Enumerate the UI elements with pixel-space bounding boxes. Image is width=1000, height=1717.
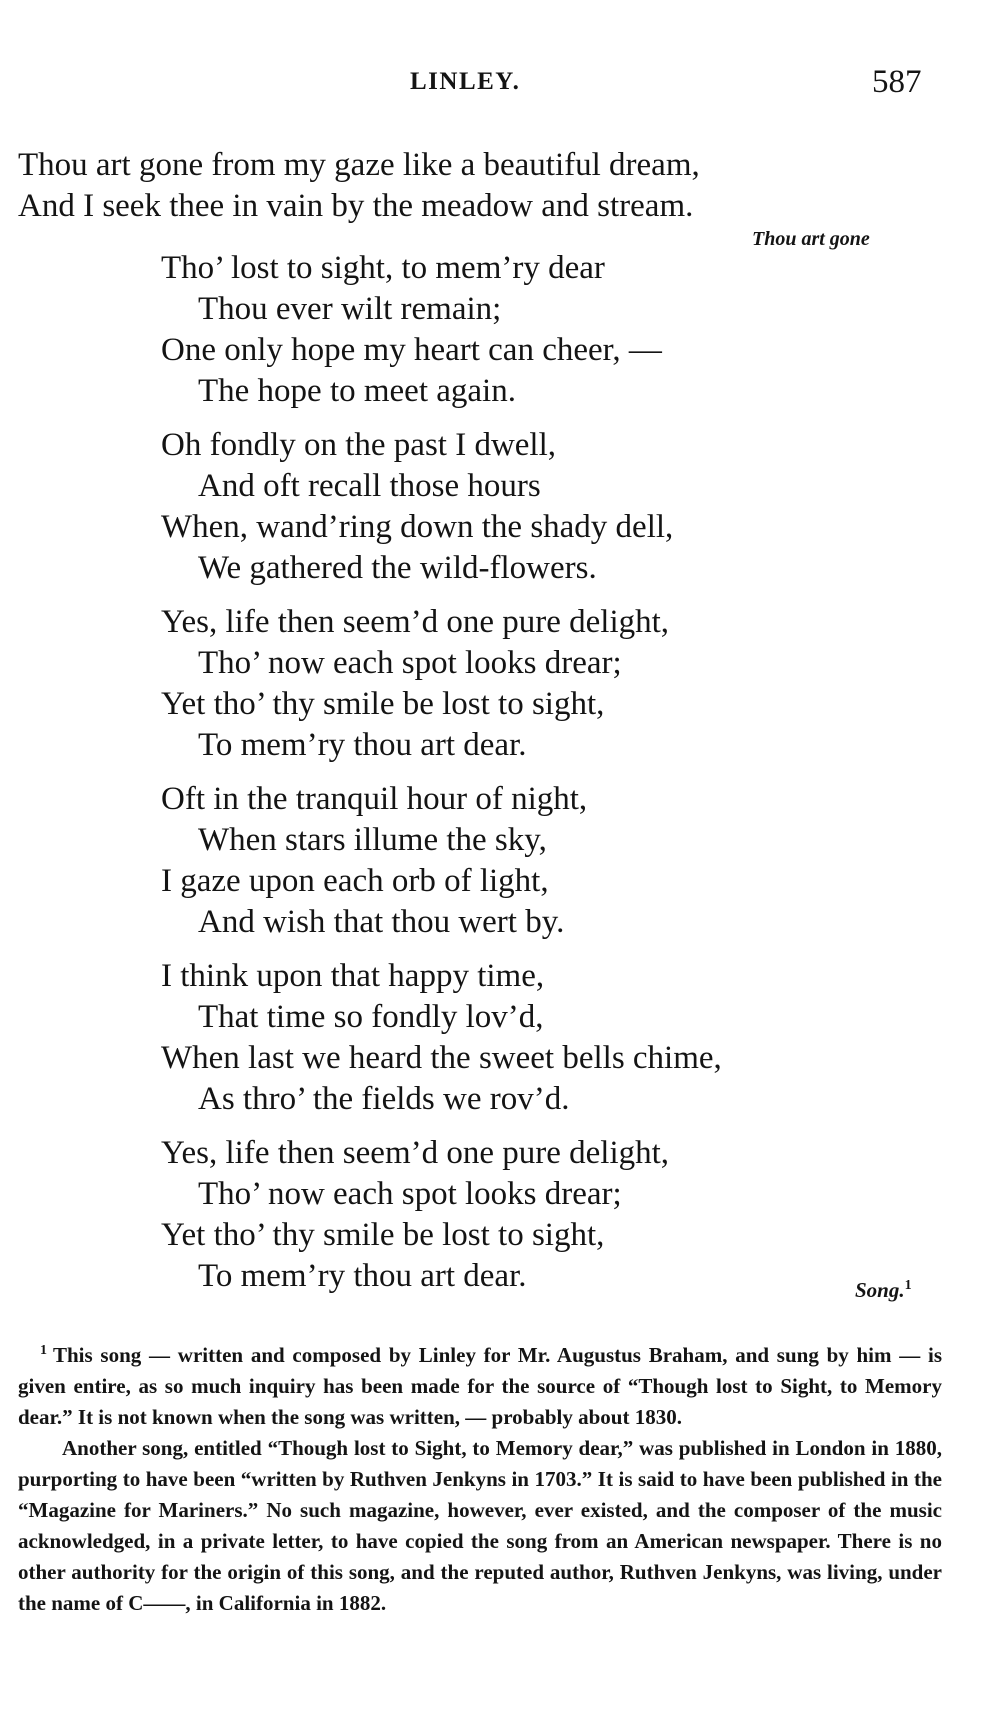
- verse-line: I gaze upon each orb of light,: [161, 863, 549, 899]
- footnote-text: This song — written and composed by Linley for Mr. Augustus Braham, and sung by him — is given entire, as so much inquiry has been made for the source of “Though lost to Sight, to Memory dear.” It is not known when the song was written, — probably about 1830.: [18, 1343, 942, 1429]
- intro-line: Thou art gone from my gaze like a beautiful dream,: [18, 147, 700, 183]
- verse-line: Yes, life then seem’d one pure delight,: [161, 1135, 670, 1171]
- verse-line: When last we heard the sweet bells chime,: [161, 1040, 722, 1076]
- stanza: [161, 956, 722, 1120]
- stanza: [161, 1133, 722, 1297]
- verse-line: Yet tho’ thy smile be lost to sight,: [161, 1217, 605, 1253]
- verse-line: To mem’ry thou art dear.: [198, 727, 527, 763]
- verse-line: Thou ever wilt remain;: [198, 291, 502, 327]
- verse-line: To mem’ry thou art dear.: [198, 1258, 527, 1294]
- attribution-text: Song.: [855, 1278, 905, 1302]
- footnote-reference: 1: [904, 1278, 912, 1293]
- verse-line: And oft recall those hours: [198, 468, 541, 504]
- poem: [161, 248, 722, 1310]
- verse-line: When, wand’ring down the shady dell,: [161, 509, 674, 545]
- verse-line: We gathered the wild-flowers.: [198, 550, 597, 586]
- verse-line: When stars illume the sky,: [198, 822, 547, 858]
- verse-line: That time so fondly lov’d,: [198, 999, 544, 1035]
- page-number: 587: [872, 64, 922, 100]
- verse-line: Tho’ lost to sight, to mem’ry dear: [161, 250, 605, 286]
- intro-couplet: [18, 145, 700, 227]
- verse-line: Yes, life then seem’d one pure delight,: [161, 604, 670, 640]
- verse-line: One only hope my heart can cheer, —: [161, 332, 662, 368]
- source-note: Thou art gone: [752, 228, 870, 250]
- verse-line: Oh fondly on the past I dwell,: [161, 427, 557, 463]
- verse-line: I think upon that happy time,: [161, 958, 545, 994]
- stanza: [161, 779, 722, 943]
- verse-line: Tho’ now each spot looks drear;: [198, 645, 622, 681]
- verse-line: Yet tho’ thy smile be lost to sight,: [161, 686, 605, 722]
- stanza: [161, 425, 722, 589]
- footnote-paragraph: Another song, entitled “Though lost to Sight, to Memory dear,” was published in London in 1880, purporting to have been “written by Ruthven Jenkyns in 1703.” It is said to have been published in the “Magazine for Mariners.” No such magazine, however, ever existed, and the composer of the music acknowledged, in a private letter, to have copied the song from an American newspaper. There is no other authority for the origin of this song, and the reputed author, Ruthven Jenkyns, was living, under the name of C——, in California in 1882.: [18, 1436, 942, 1615]
- verse-line: The hope to meet again.: [198, 373, 516, 409]
- verse-line: And wish that thou wert by.: [198, 904, 565, 940]
- song-attribution: [855, 1278, 912, 1303]
- verse-line: Tho’ now each spot looks drear;: [198, 1176, 622, 1212]
- intro-line: And I seek thee in vain by the meadow and stream.: [18, 188, 694, 224]
- stanza: [161, 248, 722, 412]
- footnotes: [18, 1340, 942, 1619]
- footnote-marker: 1: [40, 1343, 47, 1358]
- page-header: [0, 64, 1000, 108]
- footnote-paragraph: [18, 1340, 942, 1433]
- verse-line: Oft in the tranquil hour of night,: [161, 781, 588, 817]
- verse-line: As thro’ the fields we rov’d.: [198, 1081, 570, 1117]
- stanza: [161, 602, 722, 766]
- running-title: LINLEY.: [410, 68, 521, 95]
